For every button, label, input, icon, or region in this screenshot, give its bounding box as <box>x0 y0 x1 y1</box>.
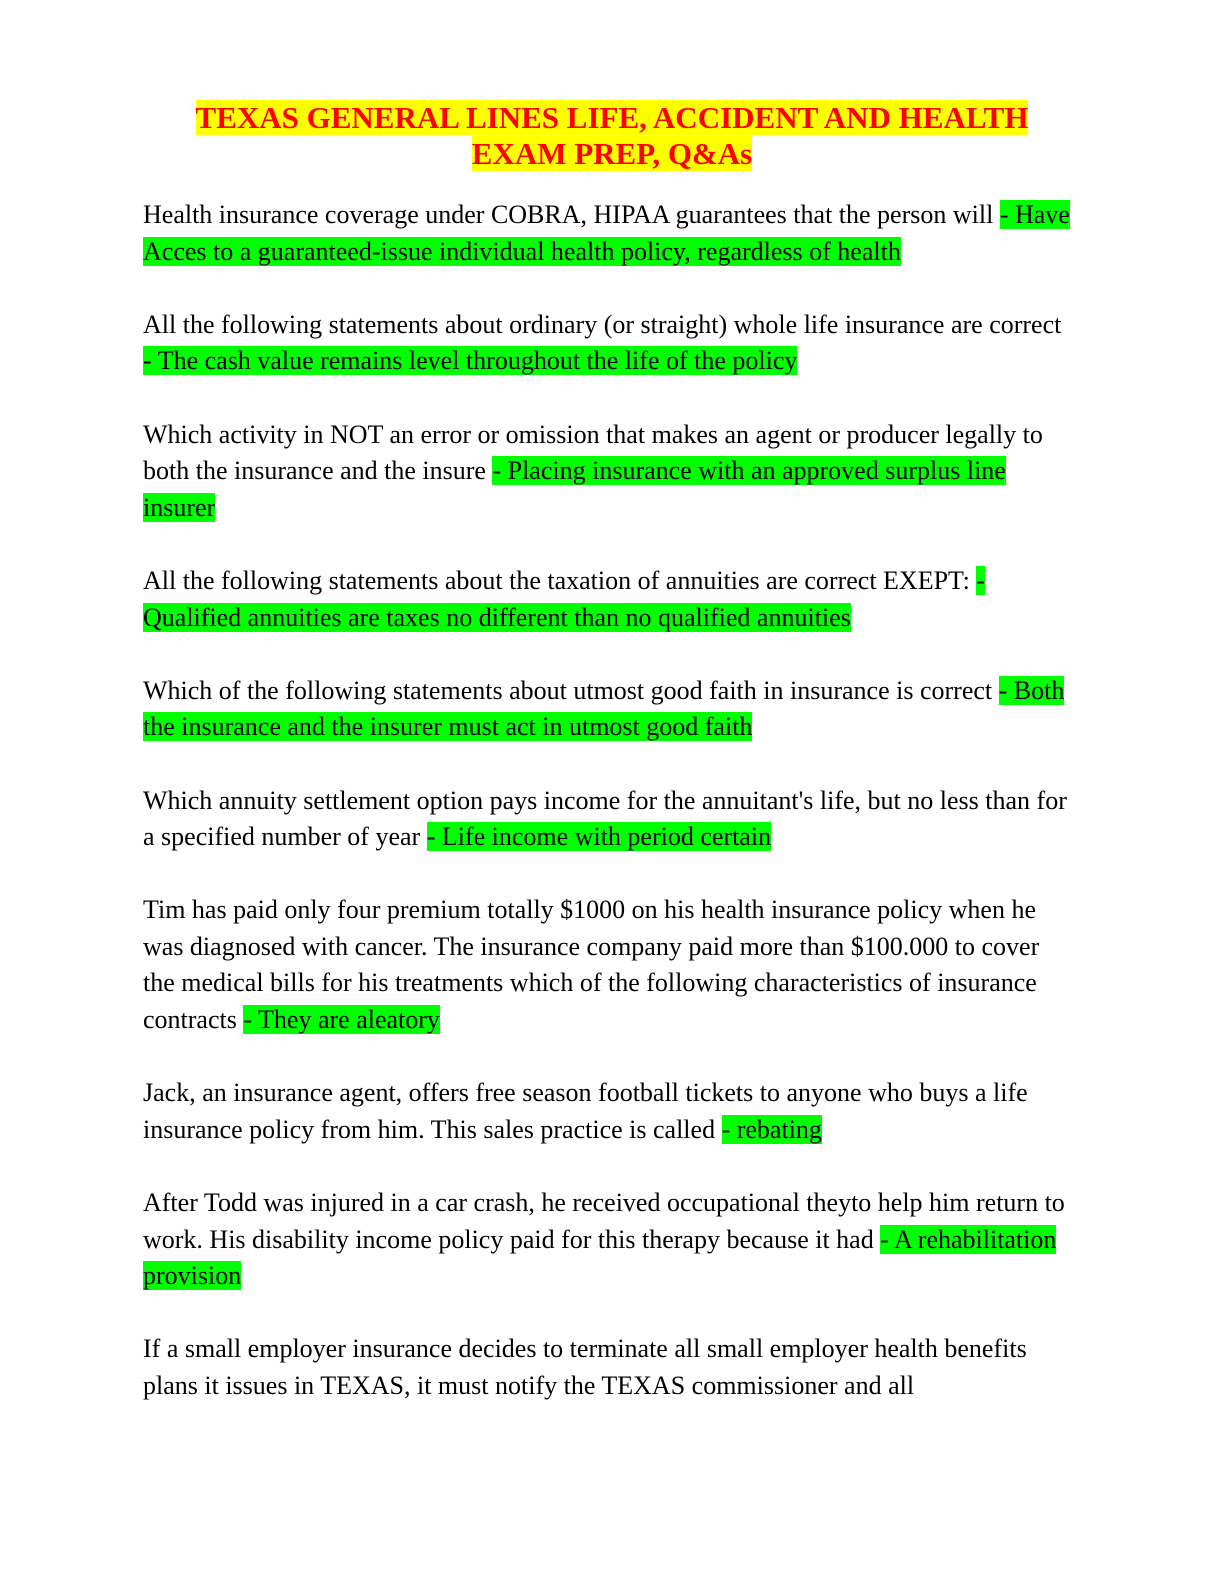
answer-highlight: - Qualified annuities are taxes no different than no qualified annuities <box>143 565 986 632</box>
qa-item <box>143 892 1073 1038</box>
answer-highlight: - The cash value remains level throughout the life of the policy <box>143 346 798 376</box>
answer-highlight: - Have Acces to a guaranteed-issue individual health policy, regardless of health <box>143 200 1070 266</box>
qa-item <box>143 1185 1073 1295</box>
question-text: Which annuity settlement option pays income for the annuitant's life, but no less than for a specified number of year <box>143 785 1067 852</box>
question-text: Which activity in NOT an error or omission that makes an agent or producer legally to both the insurance and the insure <box>143 419 1043 486</box>
question-text: Which of the following statements about utmost good faith in insurance is correct <box>143 675 993 705</box>
answer-highlight: - They are aleatory <box>243 1005 440 1035</box>
answer-highlight: - Life income with period certain <box>426 822 772 852</box>
qa-item <box>143 1331 1073 1404</box>
question-text: All the following statements about ordinary (or straight) whole life insurance are correct <box>143 309 1062 339</box>
question-text: Tim has paid only four premium totally $1000 on his health insurance policy when he was diagnosed with cancer. The insurance company paid more than $100.000 to cover the medical bills for his treatments which of the following characteristics of insurance contracts <box>143 895 1040 1035</box>
question-text: After Todd was injured in a car crash, he received occupational theyto help him return to work. His disability income policy paid for this therapy because it had <box>143 1188 1065 1254</box>
qa-list <box>143 197 1073 1441</box>
question-text: Health insurance coverage under COBRA, HIPAA guarantees that the person will <box>143 200 994 229</box>
question-text: If a small employer insurance decides to terminate all small employer health benefits plans it issues in TEXAS, it must notify the TEXAS commissioner and all <box>143 1334 1027 1400</box>
title-line-1: TEXAS GENERAL LINES LIFE, ACCIDENT AND HEALTH <box>195 100 1029 135</box>
qa-item <box>143 1075 1073 1148</box>
question-text: All the following statements about the taxation of annuities are correct EXEPT: <box>143 565 970 595</box>
qa-item <box>143 417 1073 527</box>
qa-item <box>143 783 1073 856</box>
answer-highlight: - Both the insurance and the insurer must act in utmost good faith <box>143 675 1065 742</box>
qa-item <box>143 673 1073 746</box>
qa-item <box>143 563 1073 636</box>
title-line-2: EXAM PREP, Q&As <box>471 136 753 171</box>
qa-item <box>143 307 1073 380</box>
page-title <box>120 100 1104 172</box>
answer-highlight: - A rehabilitation provision <box>143 1224 1057 1291</box>
answer-highlight: - rebating <box>721 1114 822 1144</box>
question-text: Jack, an insurance agent, offers free season football tickets to anyone who buys a life insurance policy from him. This sales practice is called <box>143 1078 1028 1144</box>
answer-highlight: - Placing insurance with an approved surplus line insurer <box>143 456 1006 522</box>
qa-item <box>143 197 1073 270</box>
